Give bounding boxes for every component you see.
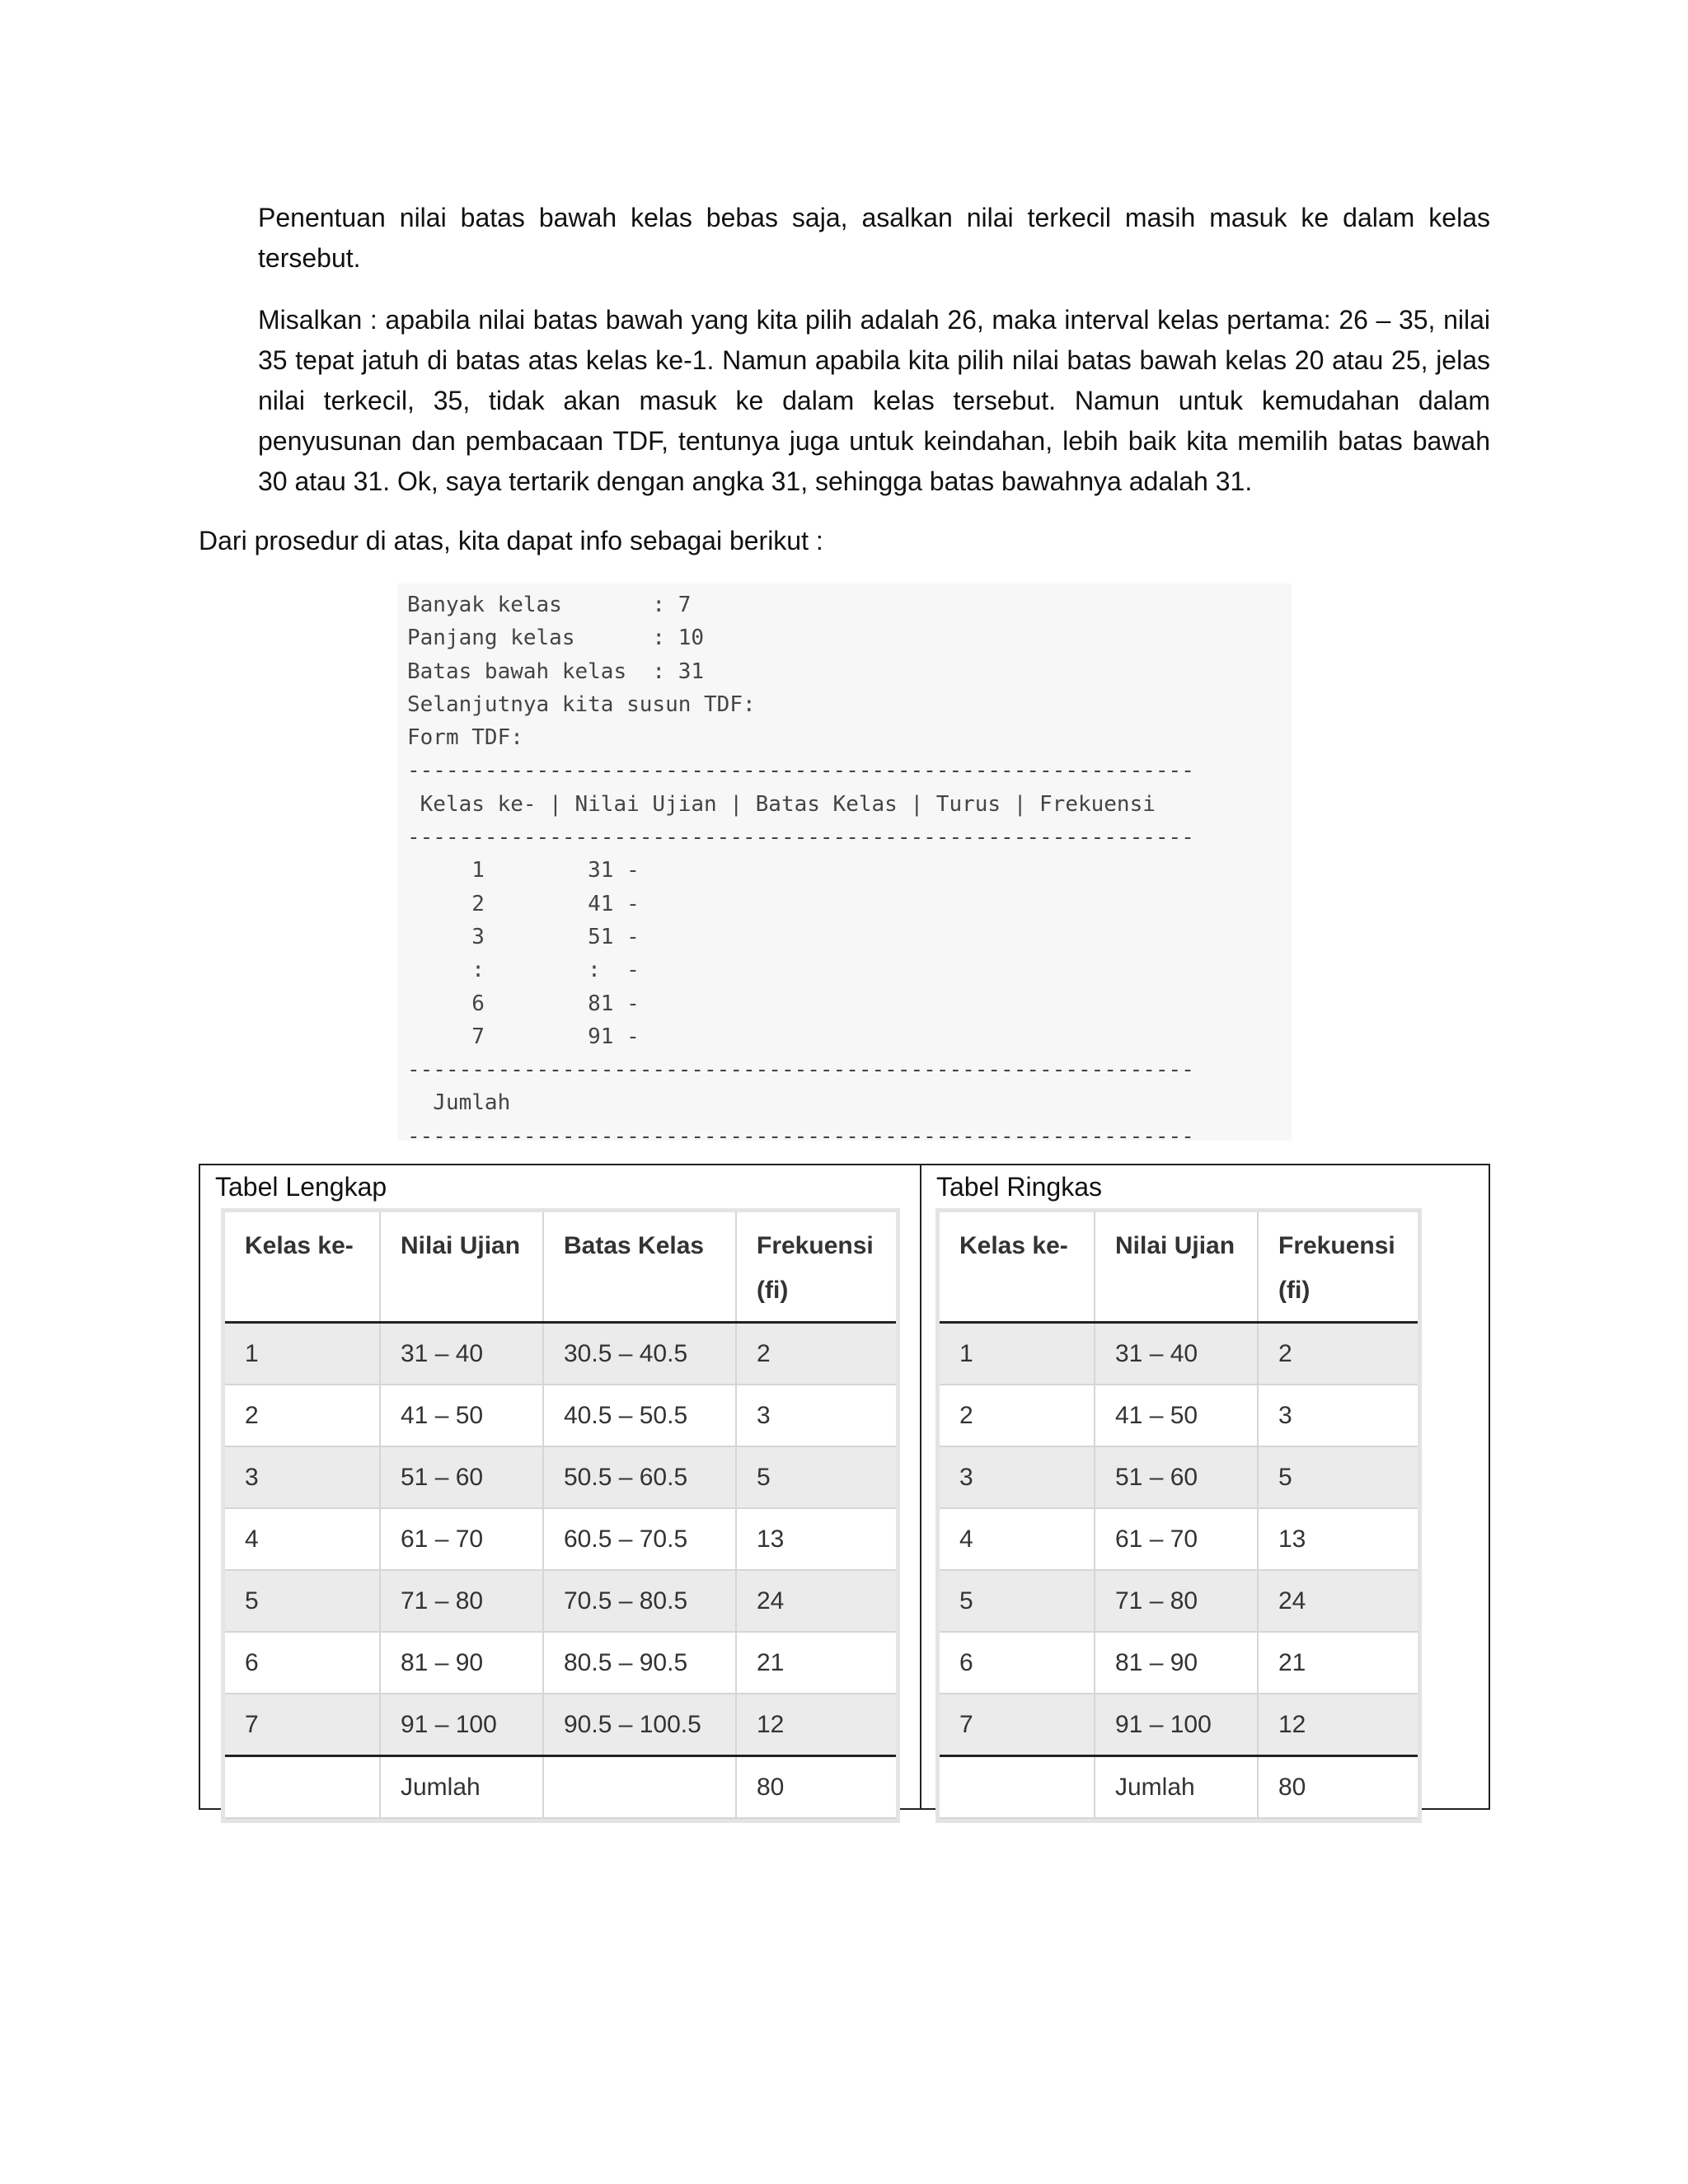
table-cell: 3 (225, 1446, 380, 1508)
table-cell: 50.5 – 60.5 (543, 1446, 736, 1508)
table-cell: 1 (940, 1323, 1095, 1385)
table-row (940, 1446, 1418, 1508)
table-row (225, 1570, 896, 1632)
table-cell: 90.5 – 100.5 (543, 1694, 736, 1756)
table-row (940, 1385, 1418, 1446)
tables-container (199, 1164, 1490, 1810)
column-header: Kelas ke- (225, 1212, 380, 1323)
table-row (225, 1632, 896, 1694)
table-cell: 30.5 – 40.5 (543, 1323, 736, 1385)
table-cell: 61 – 70 (380, 1508, 543, 1570)
table-ringkas-cell (921, 1165, 1490, 1808)
column-header: Nilai Ujian (1095, 1212, 1258, 1323)
table-cell: 2 (736, 1323, 896, 1385)
column-header: Kelas ke- (940, 1212, 1095, 1323)
table-cell: 2 (940, 1385, 1095, 1446)
table-lengkap (225, 1212, 896, 1819)
table-lengkap-frame (221, 1208, 900, 1823)
table-cell: 61 – 70 (1095, 1508, 1258, 1570)
table-cell: 7 (940, 1694, 1095, 1756)
table-row (225, 1508, 896, 1570)
table-lengkap-cell (200, 1165, 921, 1808)
table-cell: 4 (225, 1508, 380, 1570)
paragraph-batas-bawah-note: Penentuan nilai batas bawah kelas bebas saja, asalkan nilai terkecil masih masuk ke dalam kelas tersebut. (258, 203, 1490, 273)
table-cell: 6 (225, 1632, 380, 1694)
table-ringkas (940, 1212, 1418, 1819)
total-cell (543, 1756, 736, 1819)
table-row (940, 1508, 1418, 1570)
table-cell: 12 (1258, 1694, 1418, 1756)
column-header: Batas Kelas (543, 1212, 736, 1323)
table-cell: 70.5 – 80.5 (543, 1570, 736, 1632)
table-cell: 24 (1258, 1570, 1418, 1632)
table-cell: 3 (1258, 1385, 1418, 1446)
table-row (940, 1694, 1418, 1756)
total-cell: Jumlah (1095, 1756, 1258, 1819)
table-cell: 6 (940, 1632, 1095, 1694)
header-row (940, 1212, 1418, 1323)
table-cell: 5 (225, 1570, 380, 1632)
table-cell: 4 (940, 1508, 1095, 1570)
table-cell: 81 – 90 (380, 1632, 543, 1694)
table-cell: 24 (736, 1570, 896, 1632)
total-cell (940, 1756, 1095, 1819)
column-header: Frekuensi (fi) (1258, 1212, 1418, 1323)
table-cell: 60.5 – 70.5 (543, 1508, 736, 1570)
table-cell: 91 – 100 (380, 1694, 543, 1756)
table-row (225, 1323, 896, 1385)
table-cell: 91 – 100 (1095, 1694, 1258, 1756)
table-ringkas-title: Tabel Ringkas (936, 1172, 1102, 1202)
table-cell: 3 (940, 1446, 1095, 1508)
table-cell: 71 – 80 (380, 1570, 543, 1632)
column-header: Nilai Ujian (380, 1212, 543, 1323)
table-row (940, 1632, 1418, 1694)
table-cell: 13 (736, 1508, 896, 1570)
table-cell: 1 (225, 1323, 380, 1385)
table-cell: 5 (940, 1570, 1095, 1632)
table-cell: 71 – 80 (1095, 1570, 1258, 1632)
table-lengkap-title: Tabel Lengkap (215, 1172, 387, 1202)
table-cell: 5 (1258, 1446, 1418, 1508)
table-row (225, 1694, 896, 1756)
table-cell: 2 (225, 1385, 380, 1446)
table-row (225, 1446, 896, 1508)
paragraph-example: Misalkan : apabila nilai batas bawah yang kita pilih adalah 26, maka interval kelas pertama: 26 – 35, nilai 35 tepat jatuh di batas atas kelas ke-1. Namun apabila kita pilih nilai batas bawah kelas 20 atau 25, jelas nilai terkecil, 35, tidak akan masuk ke dalam kelas tersebut. Namun untuk kemudahan dalam penyusunan dan pembacaan TDF, tentunya juga untuk keindahan, lebih baik kita memilih batas bawah 30 atau 31. Ok, saya tertarik dengan angka 31, sehingga batas bawahnya adalah 31. (258, 305, 1490, 496)
table-cell: 80.5 – 90.5 (543, 1632, 736, 1694)
total-cell (225, 1756, 380, 1819)
column-header: Frekuensi (fi) (736, 1212, 896, 1323)
table-cell: 31 – 40 (380, 1323, 543, 1385)
header-row (225, 1212, 896, 1323)
table-row (940, 1323, 1418, 1385)
total-row (225, 1756, 896, 1819)
table-cell: 13 (1258, 1508, 1418, 1570)
table-cell: 41 – 50 (1095, 1385, 1258, 1446)
table-row (940, 1570, 1418, 1632)
table-cell: 51 – 60 (1095, 1446, 1258, 1508)
table-cell: 40.5 – 50.5 (543, 1385, 736, 1446)
total-cell: Jumlah (380, 1756, 543, 1819)
paragraph-procedure-intro: Dari prosedur di atas, kita dapat info sebagai berikut : (199, 526, 823, 555)
table-ringkas-frame (935, 1208, 1422, 1823)
table-cell: 31 – 40 (1095, 1323, 1258, 1385)
total-row (940, 1756, 1418, 1819)
table-cell: 41 – 50 (380, 1385, 543, 1446)
total-cell: 80 (736, 1756, 896, 1819)
table-cell: 21 (736, 1632, 896, 1694)
table-row (225, 1385, 896, 1446)
table-cell: 7 (225, 1694, 380, 1756)
table-cell: 81 – 90 (1095, 1632, 1258, 1694)
tdf-form-code-box (397, 583, 1292, 1149)
total-cell: 80 (1258, 1756, 1418, 1819)
table-cell: 12 (736, 1694, 896, 1756)
table-cell: 51 – 60 (380, 1446, 543, 1508)
tdf-form-code: Banyak kelas : 7 Panjang kelas : 10 Batas bawah kelas : 31 Selanjutnya kita susun TDF: Form TDF: ------------------------------------------------------------- Kelas ke- | Nilai Ujian | Batas Kelas | Turus | Frekuensi ------------------------------------------------------------- 1 31 - 2 41 - 3 51 - : : - 6 81 - 7 91 - ------------------------------------------------------------- Jumlah ------------------------------------------------------------- (407, 593, 1194, 1149)
table-cell: 3 (736, 1385, 896, 1446)
table-cell: 21 (1258, 1632, 1418, 1694)
table-cell: 2 (1258, 1323, 1418, 1385)
table-cell: 5 (736, 1446, 896, 1508)
